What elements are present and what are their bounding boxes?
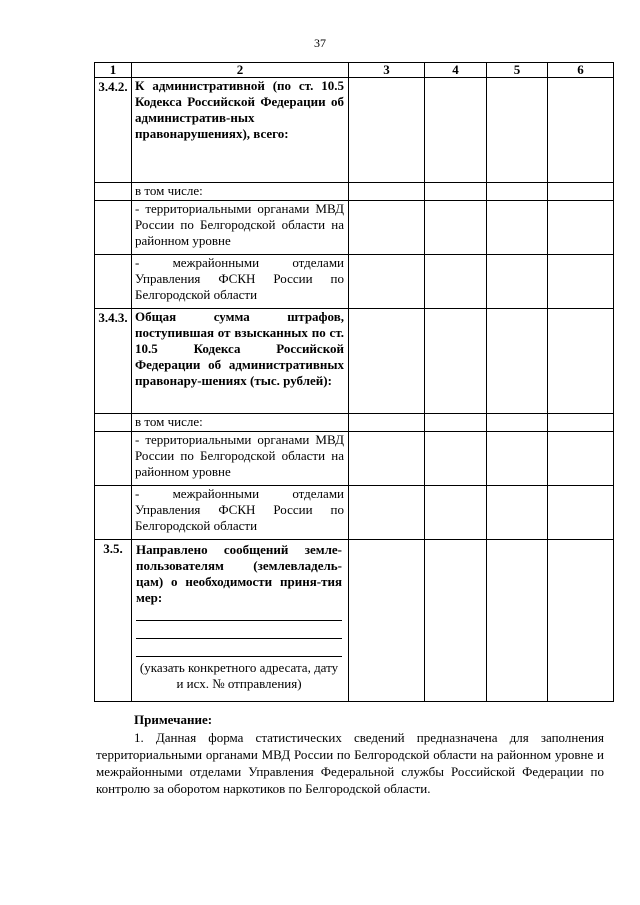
row-number [95, 201, 132, 255]
value-cell[interactable] [548, 414, 614, 432]
row-label: К административной (по ст. 10.5 Кодекса Российской Федерации об административ-ных правонарушениях), всего: [132, 78, 349, 183]
value-cell[interactable] [349, 309, 425, 414]
value-cell[interactable] [487, 183, 548, 201]
table-row [95, 78, 614, 183]
value-cell[interactable] [548, 309, 614, 414]
value-cell[interactable] [487, 486, 548, 540]
value-cell[interactable] [487, 540, 548, 702]
fill-in-line[interactable] [136, 642, 342, 657]
value-cell[interactable] [349, 486, 425, 540]
value-cell[interactable] [349, 78, 425, 183]
table-row [95, 486, 614, 540]
value-cell[interactable] [548, 201, 614, 255]
value-cell[interactable] [425, 201, 487, 255]
row-label-text: Направлено сообщений земле-пользователям (землевладель-цам) о необходимости приня-тия мер: [136, 542, 342, 605]
value-cell[interactable] [487, 432, 548, 486]
row-label: - межрайонными отделами Управления ФСКН России по Белгородской области [132, 255, 349, 309]
row-label: в том числе: [132, 414, 349, 432]
value-cell[interactable] [349, 432, 425, 486]
value-cell[interactable] [425, 414, 487, 432]
row-number: 3.4.3. [95, 309, 132, 414]
value-cell[interactable] [548, 540, 614, 702]
value-cell[interactable] [548, 183, 614, 201]
value-cell[interactable] [548, 432, 614, 486]
fill-in-line[interactable] [136, 606, 342, 621]
value-cell[interactable] [548, 78, 614, 183]
row-number [95, 486, 132, 540]
value-cell[interactable] [425, 255, 487, 309]
table-row [95, 432, 614, 486]
note-section [96, 711, 604, 797]
value-cell[interactable] [487, 309, 548, 414]
row-label [132, 540, 349, 702]
value-cell[interactable] [487, 78, 548, 183]
row-number: 3.5. [95, 540, 132, 702]
row-number [95, 255, 132, 309]
statistics-table [94, 62, 614, 702]
header-col-4: 4 [425, 63, 487, 78]
value-cell[interactable] [548, 255, 614, 309]
table-row [95, 255, 614, 309]
value-cell[interactable] [487, 201, 548, 255]
value-cell[interactable] [487, 255, 548, 309]
table-row [95, 414, 614, 432]
value-cell[interactable] [425, 309, 487, 414]
header-col-3: 3 [349, 63, 425, 78]
value-cell[interactable] [349, 201, 425, 255]
row-label: - территориальными органами МВД России по Белгородской области на районном уровне [132, 432, 349, 486]
row-label: - территориальными органами МВД России по Белгородской области на районном уровне [132, 201, 349, 255]
row-number [95, 414, 132, 432]
header-col-6: 6 [548, 63, 614, 78]
row-label: в том числе: [132, 183, 349, 201]
value-cell[interactable] [425, 78, 487, 183]
value-cell[interactable] [349, 183, 425, 201]
header-col-5: 5 [487, 63, 548, 78]
table-row [95, 540, 614, 702]
value-cell[interactable] [425, 486, 487, 540]
value-cell[interactable] [349, 414, 425, 432]
row-number [95, 183, 132, 201]
header-col-1: 1 [95, 63, 132, 78]
page-number: 37 [314, 36, 326, 50]
value-cell[interactable] [425, 432, 487, 486]
value-cell[interactable] [487, 414, 548, 432]
value-cell[interactable] [349, 540, 425, 702]
note-text: 1. Данная форма статистических сведений предназначена для заполнения территориальными органами МВД России по Белгородской области на районном уровне и межрайонными отделами Управления Федеральной службы Российской Федерации по контролю за оборотом наркотиков по Белгородской области. [96, 730, 604, 796]
value-cell[interactable] [548, 486, 614, 540]
row-label: Общая сумма штрафов, поступившая от взысканных по ст. 10.5 Кодекса Российской Федерации об административных правонару-шениях (тыс. рублей): [132, 309, 349, 414]
table-row [95, 183, 614, 201]
fill-in-line[interactable] [136, 624, 342, 639]
table-row [95, 309, 614, 414]
header-col-2: 2 [132, 63, 349, 78]
fill-in-hint: (указать конкретного адресата, дату и исх. № отправления) [139, 660, 339, 691]
table-row [95, 201, 614, 255]
row-number: 3.4.2. [95, 78, 132, 183]
row-label: - межрайонными отделами Управления ФСКН России по Белгородской области [132, 486, 349, 540]
value-cell[interactable] [349, 255, 425, 309]
row-number [95, 432, 132, 486]
header-row [95, 63, 614, 78]
value-cell[interactable] [425, 183, 487, 201]
value-cell[interactable] [425, 540, 487, 702]
note-title: Примечание: [134, 712, 213, 727]
